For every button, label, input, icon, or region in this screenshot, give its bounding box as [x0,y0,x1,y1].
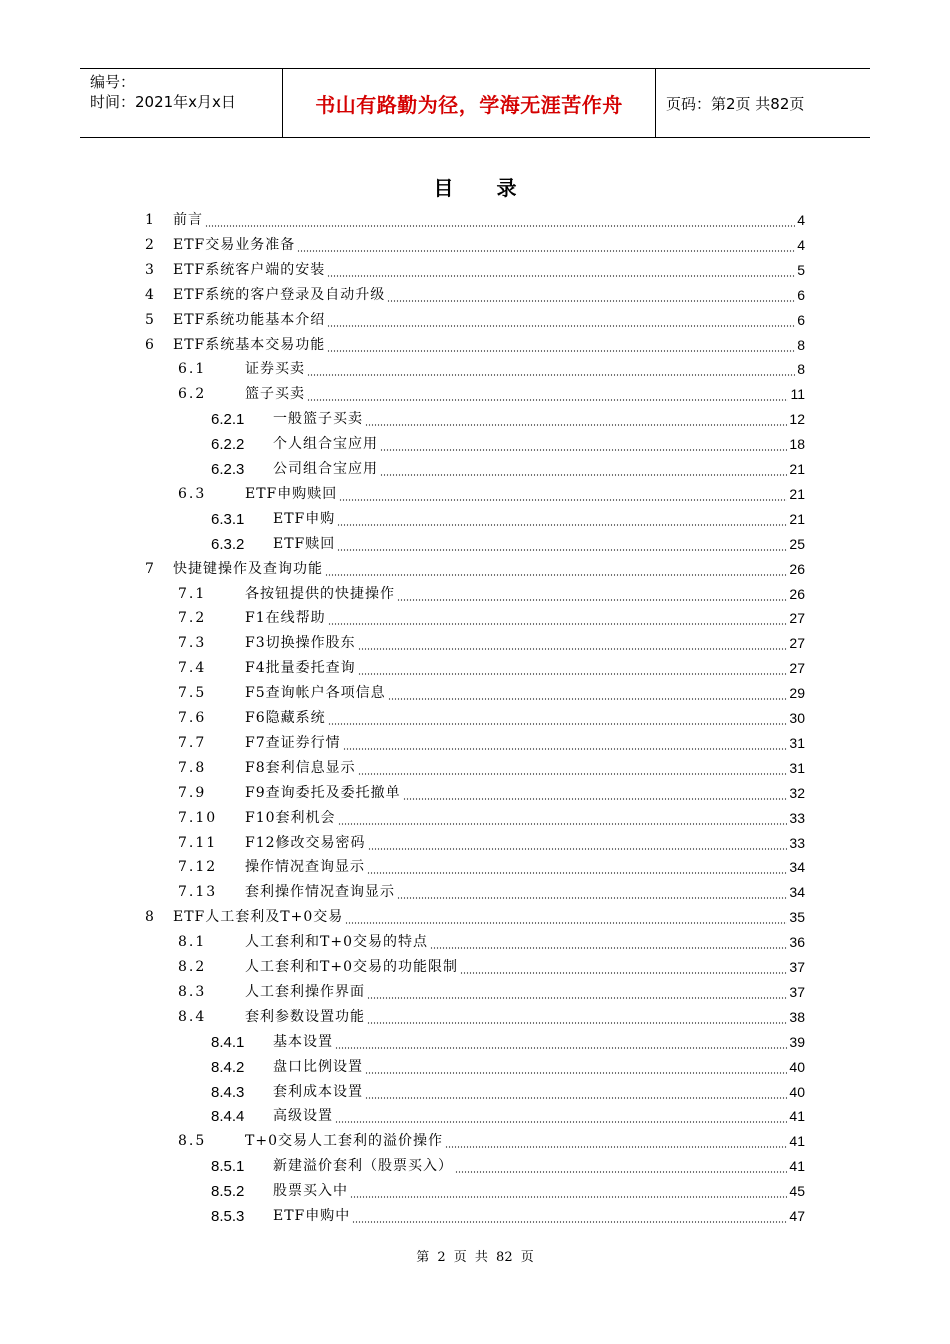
toc-label: F10套利机会 [245,809,336,826]
toc-entry[interactable] [0,283,950,308]
toc-entry[interactable] [0,482,950,507]
toc-label: ETF申购赎回 [245,485,338,502]
toc-number: 7.4 [178,660,207,677]
toc-leader-dots [335,1121,787,1123]
toc-entry[interactable] [0,233,950,258]
toc-page-number: 41 [789,1108,805,1125]
toc-leader-dots [397,599,787,601]
toc-leader-dots [307,399,788,401]
toc-leader-dots [307,374,795,376]
toc-leader-dots [388,698,788,700]
toc-entry[interactable] [0,930,950,955]
toc-page-number: 38 [789,1008,805,1025]
toc-leader-dots [380,474,787,476]
toc-page-number: 40 [789,1083,805,1100]
toc-number: 2 [145,236,154,253]
toc-entry[interactable] [0,980,950,1005]
toc-page-number: 33 [789,834,805,851]
toc-entry[interactable] [0,382,950,407]
toc-page-number: 45 [789,1183,805,1200]
toc-label: 人工套利和T+0交易的功能限制 [245,959,458,975]
header-number-label: 编号： [90,73,136,91]
toc-entry[interactable] [0,831,950,856]
toc-page-number: 26 [789,585,805,602]
toc-entry[interactable] [0,1055,950,1080]
toc-leader-dots [387,300,795,302]
toc-label: F4批量委托查询 [245,660,356,677]
toc-entry[interactable] [0,258,950,283]
toc-number: 6.3.2 [211,535,245,553]
toc-page-number: 27 [789,635,805,652]
toc-page-number: 41 [789,1158,805,1175]
toc-label: ETF赎回 [273,535,336,552]
toc-label: 基本设置 [273,1033,333,1050]
toc-leader-dots [358,648,788,650]
toc-leader-dots [328,723,788,725]
toc-number: 7.6 [178,710,207,726]
toc-leader-dots [327,350,795,352]
toc-label: F8套利信息显示 [245,759,356,776]
toc-number: 8.4.1 [211,1033,245,1051]
toc-leader-dots [365,1097,787,1099]
toc-entry[interactable] [0,333,950,358]
toc-entry[interactable] [0,1080,950,1105]
toc-entry[interactable] [0,507,950,532]
toc-leader-dots [460,972,787,974]
header-meta [80,69,283,137]
header-page-info: 页码：第2页 共82页 [666,94,805,113]
toc-leader-dots [368,848,788,850]
toc-entry[interactable] [0,308,950,333]
toc-page-number: 39 [789,1033,805,1050]
toc-number: 6.2.1 [211,411,245,429]
toc-label: 前言 [173,212,203,228]
toc-label: 套利参数设置功能 [245,1008,365,1025]
toc-entry[interactable] [0,955,950,980]
toc-page-number: 29 [789,685,805,702]
toc-page-number: 21 [789,461,805,477]
toc-leader-dots [365,1072,787,1074]
toc-number: 7.13 [178,884,218,901]
toc-number: 6.2.2 [211,436,245,454]
toc-page-number: 18 [789,436,805,453]
toc-leader-dots [343,748,788,750]
toc-number: 6.1 [178,361,207,378]
toc-entry[interactable] [0,806,950,831]
toc-leader-dots [327,275,795,277]
toc-entry[interactable] [0,706,950,731]
toc-title: 目 录 [433,176,517,200]
toc-label: F9查询委托及委托撤单 [245,784,401,801]
toc-entry[interactable] [0,1154,950,1179]
toc-leader-dots [352,1221,787,1223]
toc-page-number: 31 [789,759,805,776]
toc-label: ETF系统基本交易功能 [173,336,326,353]
toc-label: 高级设置 [273,1108,333,1125]
toc-label: 操作情况查询显示 [245,859,365,876]
toc-page-number: 37 [789,959,805,975]
toc-label: ETF人工套利及T+0交易 [173,909,344,926]
toc-number: 4 [145,286,154,303]
toc-number: 7.10 [178,809,218,826]
toc-number: 8.3 [178,983,207,1000]
toc-leader-dots [430,947,787,949]
toc-label: ETF系统的客户登录及自动升级 [173,286,386,303]
toc-leader-dots [205,225,795,227]
toc-entry[interactable] [0,1204,950,1229]
toc-leader-dots [297,250,795,252]
toc-leader-dots [367,872,787,874]
toc-number: 7.8 [178,759,207,776]
toc-number: 8.1 [178,934,207,951]
toc-leader-dots [337,549,787,551]
toc-label: 个人组合宝应用 [273,436,378,453]
toc-page-number: 34 [789,859,805,876]
toc-leader-dots [338,823,788,825]
toc-number: 8 [145,909,154,926]
toc-label: 篮子买卖 [245,386,305,403]
toc-leader-dots [367,1022,787,1024]
toc-entry[interactable] [0,631,950,656]
toc-number: 8.4.2 [211,1058,245,1076]
toc-entry[interactable] [0,457,950,482]
toc-page-number: 12 [789,411,805,428]
toc-page-number: 5 [797,261,805,278]
toc-number: 6 [145,336,154,353]
toc-number: 8.5.3 [211,1208,245,1225]
toc-number: 7.12 [178,859,218,876]
toc-leader-dots [335,1047,787,1049]
toc-label: 一般篮子买卖 [273,411,363,428]
toc-page-number: 36 [789,934,805,951]
toc-page-number: 26 [789,560,805,577]
toc-label: T+0交易人工套利的溢价操作 [245,1133,443,1150]
toc-entry[interactable] [0,1129,950,1154]
toc-number: 7.1 [178,585,207,602]
toc-entry[interactable] [0,756,950,781]
toc-page-number: 34 [789,884,805,901]
toc-label: 盘口比例设置 [273,1058,363,1075]
toc-page-number: 40 [789,1058,805,1075]
toc-entry[interactable] [0,208,950,233]
toc-number: 8.4.4 [211,1108,245,1126]
toc-leader-dots [455,1171,787,1173]
toc-page-number: 37 [789,983,805,1000]
toc-entry[interactable] [0,905,950,930]
toc-entry[interactable] [0,656,950,681]
toc-label: 人工套利操作界面 [245,983,365,1000]
toc-leader-dots [339,499,787,501]
toc-entry[interactable] [0,855,950,880]
toc-number: 7 [145,560,154,577]
toc-entry[interactable] [0,1030,950,1055]
toc-label: 证券买卖 [245,361,305,378]
toc-entry[interactable] [0,582,950,607]
toc-number: 7.11 [178,834,218,851]
toc-label: 套利操作情况查询显示 [245,884,395,901]
toc-page-number: 6 [797,286,805,303]
toc-label: ETF申购中 [273,1208,351,1224]
toc-number: 6.2 [178,386,207,403]
toc-entry[interactable] [0,1179,950,1204]
toc-page-number: 27 [789,660,805,677]
toc-page-number: 30 [789,710,805,726]
toc-number: 1 [145,212,154,228]
page-footer: 第 2 页 共 82 页 [416,1250,534,1265]
toc-entry[interactable] [0,357,950,382]
toc-label: ETF交易业务准备 [173,236,296,253]
toc-entry[interactable] [0,781,950,806]
toc-page-number: 41 [789,1133,805,1150]
header-motto: 书山有路勤为径，学海无涯苦作舟 [283,69,656,137]
toc-entry[interactable] [0,432,950,457]
toc-page-number: 27 [789,610,805,627]
toc-label: ETF系统功能基本介绍 [173,311,326,328]
toc-label: F6隐藏系统 [245,710,326,726]
toc-number: 7.3 [178,635,207,652]
toc-label: F3切换操作股东 [245,635,356,652]
toc-page-number: 35 [789,909,805,926]
toc-leader-dots [328,623,788,625]
toc-number: 8.4.3 [211,1083,245,1101]
toc-entry[interactable] [0,557,950,582]
toc-leader-dots [350,1196,787,1198]
toc-number: 6.3 [178,485,207,502]
toc-entry[interactable] [0,606,950,631]
toc-page-number: 25 [789,535,805,552]
toc-number: 5 [145,311,154,328]
toc-leader-dots [337,524,787,526]
toc-label: 套利成本设置 [273,1083,363,1100]
toc-leader-dots [397,897,787,899]
toc-page-number: 31 [789,734,805,751]
toc-label: F12修改交易密码 [245,834,366,851]
toc-number: 7.7 [178,734,207,751]
toc-page-number: 21 [789,485,805,502]
toc-page-number: 33 [789,809,805,826]
toc-leader-dots [345,922,787,924]
toc-page-number: 4 [797,236,805,253]
toc-page-number: 8 [797,336,805,353]
toc-label: 各按钮提供的快捷操作 [245,585,395,602]
toc-label: ETF系统客户端的安装 [173,261,326,278]
toc-label: ETF申购 [273,510,336,527]
toc-leader-dots [367,997,787,999]
toc-entry[interactable] [0,532,950,557]
toc-label: F1在线帮助 [245,610,326,627]
toc-label: 新建溢价套利（股票买入） [273,1158,453,1175]
toc-number: 7.5 [178,685,207,702]
toc-entry[interactable] [0,880,950,905]
toc-leader-dots [380,449,787,451]
toc-leader-dots [325,574,787,576]
toc-entry[interactable] [0,1104,950,1129]
toc-label: 股票买入中 [273,1183,348,1200]
toc-number: 3 [145,261,154,278]
toc-number: 8.5 [178,1133,207,1150]
toc-page-number: 47 [789,1208,805,1224]
toc-leader-dots [445,1146,787,1148]
toc-number: 8.5.2 [211,1183,245,1201]
toc-number: 6.3.1 [211,510,245,528]
toc-label: F7查证券行情 [245,734,341,751]
toc-leader-dots [403,798,788,800]
toc-number: 8.5.1 [211,1158,245,1176]
page-header [80,68,870,138]
toc-leader-dots [358,673,788,675]
toc-page-number: 32 [789,784,805,801]
toc-entry[interactable] [0,407,950,432]
toc-page-number: 8 [797,361,805,378]
toc-page-number: 11 [790,386,805,403]
toc-label: F5查询帐户各项信息 [245,685,386,702]
toc-leader-dots [327,325,795,327]
toc-leader-dots [365,424,787,426]
toc-number: 6.2.3 [211,461,245,478]
toc-page-number: 21 [789,510,805,527]
toc-number: 8.4 [178,1008,207,1025]
toc-number: 8.2 [178,959,207,975]
header-time-label: 时间：2021年x月x日 [90,93,236,111]
toc-label: 公司组合宝应用 [273,461,378,477]
toc-entry[interactable] [0,681,950,706]
toc-number: 7.2 [178,610,207,627]
toc-number: 7.9 [178,784,207,801]
toc-entry[interactable] [0,1005,950,1030]
toc-leader-dots [358,773,788,775]
toc-page-number: 6 [797,311,805,328]
toc-label: 快捷键操作及查询功能 [173,560,323,577]
toc-label: 人工套利和T+0交易的特点 [245,934,428,951]
toc-page-number: 4 [797,212,805,228]
toc-entry[interactable] [0,731,950,756]
